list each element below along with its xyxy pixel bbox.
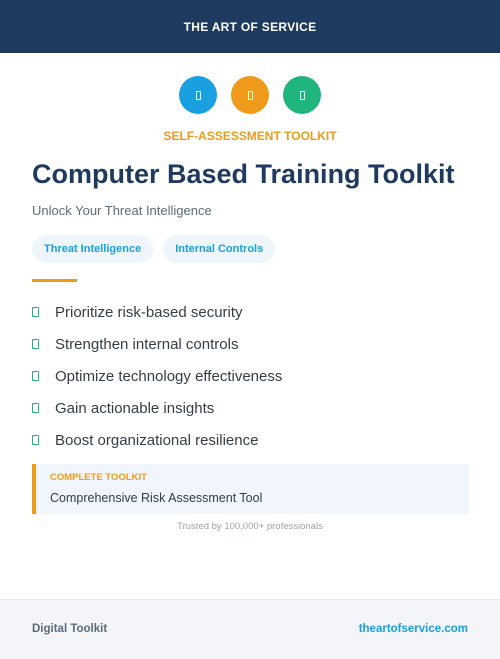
benefit-text: Optimize technology effectiveness: [55, 367, 283, 385]
page-footer: [0, 599, 500, 659]
tag-list: [32, 235, 275, 263]
checkbox-icon: [32, 339, 39, 349]
toolkit-kicker: SELF-ASSESSMENT TOOLKIT: [163, 129, 337, 143]
checkbox-icon: [32, 371, 39, 381]
list-item: [32, 328, 472, 360]
page-title: Computer Based Training Toolkit: [32, 159, 455, 189]
checkbox-icon: [32, 403, 39, 413]
tag-threat-intelligence[interactable]: Threat Intelligence: [32, 235, 153, 263]
page-subtitle: Unlock Your Threat Intelligence: [32, 203, 212, 218]
footer-label: Digital Toolkit: [32, 623, 108, 635]
list-item: [32, 392, 472, 424]
brand-header: [0, 0, 500, 53]
benefit-text: Boost organizational resilience: [55, 431, 259, 449]
benefit-text: Prioritize risk-based security: [55, 303, 243, 321]
tag-internal-controls[interactable]: Internal Controls: [163, 235, 275, 263]
list-item: [32, 360, 472, 392]
website-link[interactable]: theartofservice.com: [358, 623, 468, 635]
callout-label: COMPLETE TOOLKIT: [50, 472, 147, 483]
benefit-text: Strengthen internal controls: [55, 335, 239, 353]
trust-note: Trusted by 100,000+ professionals: [177, 521, 323, 532]
list-item: [32, 296, 472, 328]
shield-icon: [179, 76, 217, 114]
check-icon: [283, 76, 321, 114]
callout-text: Comprehensive Risk Assessment Tool: [50, 491, 263, 505]
benefit-text: Gain actionable insights: [55, 399, 215, 417]
feature-icons: [0, 76, 500, 114]
checkbox-icon: [32, 307, 39, 317]
brand-name: THE ART OF SERVICE: [183, 19, 317, 34]
complete-toolkit-callout: [32, 464, 469, 514]
list-item: [32, 424, 472, 456]
chart-icon: [231, 76, 269, 114]
accent-divider: [32, 279, 77, 282]
benefit-list: [32, 296, 472, 456]
checkbox-icon: [32, 435, 39, 445]
